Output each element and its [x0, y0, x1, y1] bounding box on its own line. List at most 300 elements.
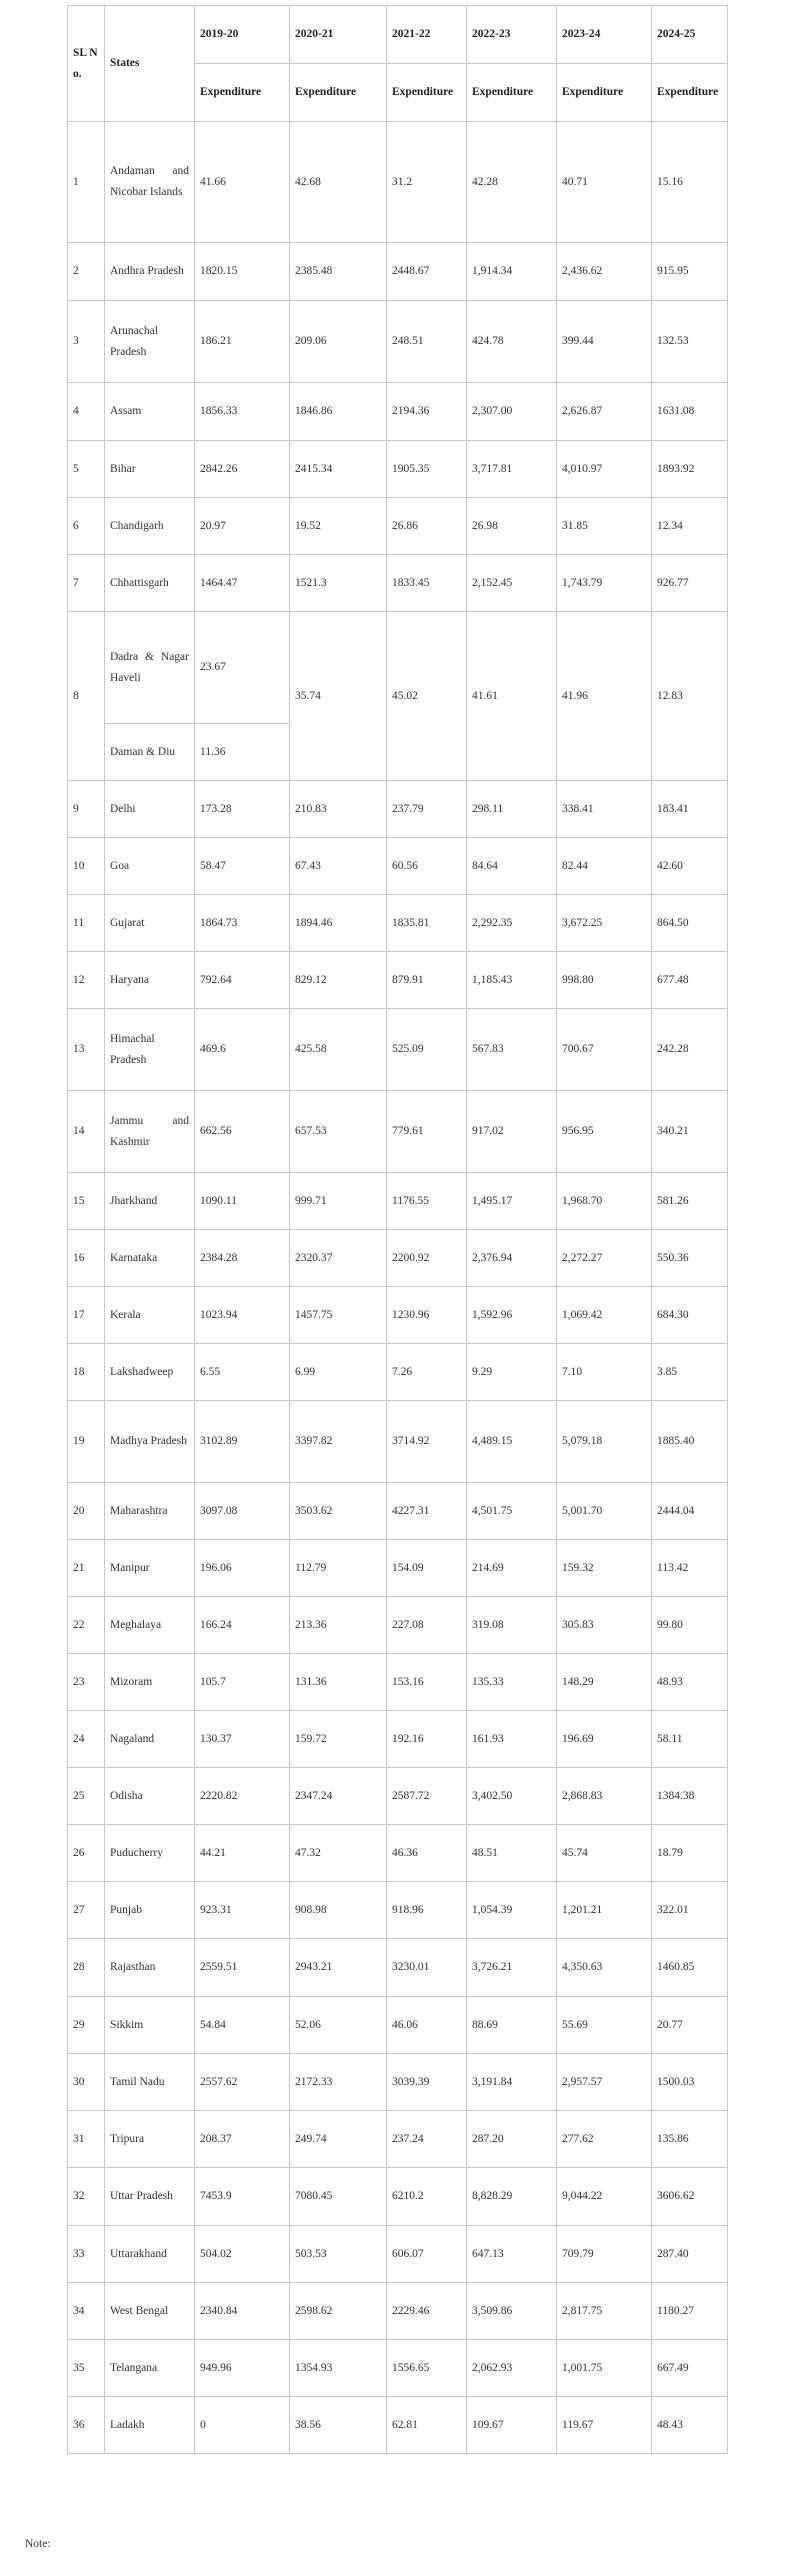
- expenditure-cell: 2385.48: [290, 243, 387, 301]
- sl-no-cell: 30: [68, 2054, 105, 2111]
- sl-no-cell: 18: [68, 1344, 105, 1401]
- expenditure-cell: 159.32: [557, 1540, 652, 1597]
- expenditure-cell: 31.2: [387, 122, 467, 243]
- expenditure-cell: 1,968.70: [557, 1173, 652, 1230]
- expenditure-cell: 4,010.97: [557, 441, 652, 498]
- expenditure-cell: 1230.96: [387, 1287, 467, 1344]
- table-row: [68, 1009, 728, 1091]
- expenditure-cell: 119.67: [557, 2397, 652, 2454]
- sl-no-cell: 17: [68, 1287, 105, 1344]
- table-row: [68, 1230, 728, 1287]
- table-row: [68, 2283, 728, 2340]
- expenditure-cell: 567.83: [467, 1009, 557, 1091]
- expenditure-cell: 2,817.75: [557, 2283, 652, 2340]
- expenditure-cell: 999.71: [290, 1173, 387, 1230]
- expenditure-cell: 700.67: [557, 1009, 652, 1091]
- expenditure-cell: 581.26: [652, 1173, 728, 1230]
- expenditure-cell: 1905.35: [387, 441, 467, 498]
- expenditure-cell: 923.31: [195, 1882, 290, 1939]
- expenditure-cell: 1,743.79: [557, 555, 652, 612]
- expenditure-cell: 46.06: [387, 1997, 467, 2054]
- expenditure-cell: 9,044.22: [557, 2168, 652, 2226]
- header-year: 2021-22: [387, 6, 467, 64]
- sl-no-cell: 25: [68, 1768, 105, 1825]
- expenditure-cell: 3,402.50: [467, 1768, 557, 1825]
- expenditure-cell: 3039.39: [387, 2054, 467, 2111]
- expenditure-cell: 2448.67: [387, 243, 467, 301]
- table-row: [68, 1825, 728, 1882]
- state-name-cell: Kerala: [105, 1287, 195, 1344]
- expenditure-cell: 1500.03: [652, 2054, 728, 2111]
- sl-no-cell: 28: [68, 1939, 105, 1997]
- expenditure-cell: 237.24: [387, 2111, 467, 2168]
- header-year: 2019-20: [195, 6, 290, 64]
- expenditure-cell: 154.09: [387, 1540, 467, 1597]
- table-row: [68, 301, 728, 383]
- state-name-cell: Odisha: [105, 1768, 195, 1825]
- sl-no-cell: 7: [68, 555, 105, 612]
- expenditure-cell: 1384.38: [652, 1768, 728, 1825]
- expenditure-cell: 550.36: [652, 1230, 728, 1287]
- expenditure-cell: 1856.33: [195, 383, 290, 441]
- expenditure-cell: 12.83: [652, 612, 728, 781]
- expenditure-cell: 186.21: [195, 301, 290, 383]
- expenditure-cell: 424.78: [467, 301, 557, 383]
- state-name-cell: Jammu and Kashmir: [105, 1091, 195, 1173]
- expenditure-cell: 3,672.25: [557, 895, 652, 952]
- sl-no-cell: 6: [68, 498, 105, 555]
- state-name-cell: Uttar Pradesh: [105, 2168, 195, 2226]
- state-name-cell: Daman & Diu: [105, 724, 195, 781]
- state-name-cell: Delhi: [105, 781, 195, 838]
- expenditure-cell: 1,495.17: [467, 1173, 557, 1230]
- sl-no-cell: 13: [68, 1009, 105, 1091]
- expenditure-cell: 2384.28: [195, 1230, 290, 1287]
- sl-no-cell: 8: [68, 612, 105, 781]
- header-row-years: [68, 6, 728, 64]
- expenditure-cell: 399.44: [557, 301, 652, 383]
- table-row: [68, 1768, 728, 1825]
- expenditure-cell: 287.40: [652, 2226, 728, 2283]
- sl-no-cell: 5: [68, 441, 105, 498]
- state-name-cell: Andaman and Nicobar Islands: [105, 122, 195, 243]
- expenditure-cell: 606.07: [387, 2226, 467, 2283]
- state-name-cell: Assam: [105, 383, 195, 441]
- expenditure-cell: 779.61: [387, 1091, 467, 1173]
- expenditure-cell: 3714.92: [387, 1401, 467, 1483]
- table-row: [68, 1711, 728, 1768]
- expenditure-cell: 2194.36: [387, 383, 467, 441]
- table-row: [68, 243, 728, 301]
- expenditure-cell: 2,376.94: [467, 1230, 557, 1287]
- expenditure-cell: 7080.45: [290, 2168, 387, 2226]
- state-name-cell: Telangana: [105, 2340, 195, 2397]
- expenditure-cell: 3102.89: [195, 1401, 290, 1483]
- sl-no-cell: 15: [68, 1173, 105, 1230]
- header-year: 2023-24: [557, 6, 652, 64]
- sl-no-cell: 36: [68, 2397, 105, 2454]
- sl-no-cell: 34: [68, 2283, 105, 2340]
- header-states: States: [105, 6, 195, 122]
- header-expenditure: Expenditure: [387, 64, 467, 122]
- header-year: 2024-25: [652, 6, 728, 64]
- table-row: [68, 612, 728, 724]
- expenditure-cell: 2,272.27: [557, 1230, 652, 1287]
- expenditure-cell: 42.28: [467, 122, 557, 243]
- expenditure-cell: 2320.37: [290, 1230, 387, 1287]
- expenditure-cell: 1090.11: [195, 1173, 290, 1230]
- sl-no-cell: 22: [68, 1597, 105, 1654]
- state-name-cell: Puducherry: [105, 1825, 195, 1882]
- sl-no-cell: 4: [68, 383, 105, 441]
- expenditure-cell: 1464.47: [195, 555, 290, 612]
- expenditure-cell: 469.6: [195, 1009, 290, 1091]
- expenditure-cell: 214.69: [467, 1540, 557, 1597]
- sl-no-cell: 21: [68, 1540, 105, 1597]
- expenditure-cell: 525.09: [387, 1009, 467, 1091]
- state-name-cell: Arunachal Pradesh: [105, 301, 195, 383]
- header-sl-no: SL N o.: [68, 6, 105, 122]
- expenditure-cell: 1864.73: [195, 895, 290, 952]
- expenditure-cell: 338.41: [557, 781, 652, 838]
- expenditure-cell: 11.36: [195, 724, 290, 781]
- expenditure-cell: 213.36: [290, 1597, 387, 1654]
- table-row: [68, 781, 728, 838]
- expenditure-cell: 26.98: [467, 498, 557, 555]
- table-row: [68, 383, 728, 441]
- expenditure-cell: 956.95: [557, 1091, 652, 1173]
- state-name-cell: Goa: [105, 838, 195, 895]
- expenditure-cell: 6210.2: [387, 2168, 467, 2226]
- expenditure-cell: 277.62: [557, 2111, 652, 2168]
- expenditure-cell: 322.01: [652, 1882, 728, 1939]
- state-name-cell: Sikkim: [105, 1997, 195, 2054]
- state-name-cell: Manipur: [105, 1540, 195, 1597]
- expenditure-cell: 3,726.21: [467, 1939, 557, 1997]
- expenditure-cell: 915.95: [652, 243, 728, 301]
- expenditure-cell: 58.47: [195, 838, 290, 895]
- state-name-cell: Punjab: [105, 1882, 195, 1939]
- expenditure-cell: 3503.62: [290, 1483, 387, 1540]
- expenditure-cell: 46.36: [387, 1825, 467, 1882]
- sl-no-cell: 33: [68, 2226, 105, 2283]
- expenditure-cell: 1,201.21: [557, 1882, 652, 1939]
- expenditure-cell: 84.64: [467, 838, 557, 895]
- table-row: [68, 1939, 728, 1997]
- expenditure-cell: 918.96: [387, 1882, 467, 1939]
- expenditure-cell: 1,914.34: [467, 243, 557, 301]
- expenditure-cell: 192.16: [387, 1711, 467, 1768]
- expenditure-cell: 2,436.62: [557, 243, 652, 301]
- expenditure-cell: 242.28: [652, 1009, 728, 1091]
- expenditure-cell: 47.32: [290, 1825, 387, 1882]
- expenditure-cell: 5,001.70: [557, 1483, 652, 1540]
- expenditure-cell: 2415.34: [290, 441, 387, 498]
- sl-no-cell: 27: [68, 1882, 105, 1939]
- expenditure-cell: 60.56: [387, 838, 467, 895]
- state-name-cell: Maharashtra: [105, 1483, 195, 1540]
- expenditure-cell: 249.74: [290, 2111, 387, 2168]
- expenditure-cell: 67.43: [290, 838, 387, 895]
- sl-no-cell: 11: [68, 895, 105, 952]
- sl-no-cell: 26: [68, 1825, 105, 1882]
- note-label: Note:: [25, 2538, 51, 2550]
- expenditure-cell: 210.83: [290, 781, 387, 838]
- expenditure-cell: 2,152.45: [467, 555, 557, 612]
- expenditure-cell: 2,307.00: [467, 383, 557, 441]
- expenditure-cell: 109.67: [467, 2397, 557, 2454]
- expenditure-cell: 1460.85: [652, 1939, 728, 1997]
- expenditure-cell: 196.06: [195, 1540, 290, 1597]
- expenditure-cell: 425.58: [290, 1009, 387, 1091]
- expenditure-cell: 3397.82: [290, 1401, 387, 1483]
- table-row: [68, 122, 728, 243]
- expenditure-cell: 3.85: [652, 1344, 728, 1401]
- expenditure-cell: 7.26: [387, 1344, 467, 1401]
- sl-no-cell: 20: [68, 1483, 105, 1540]
- expenditure-cell: 48.43: [652, 2397, 728, 2454]
- sl-no-cell: 12: [68, 952, 105, 1009]
- expenditure-cell: 166.24: [195, 1597, 290, 1654]
- state-name-cell: Chhattisgarh: [105, 555, 195, 612]
- sl-no-cell: 2: [68, 243, 105, 301]
- table-row: [68, 1344, 728, 1401]
- expenditure-cell: 45.02: [387, 612, 467, 781]
- expenditure-cell: 237.79: [387, 781, 467, 838]
- expenditure-table-container: [67, 5, 727, 2454]
- expenditure-cell: 4,350.63: [557, 1939, 652, 1997]
- table-row: [68, 895, 728, 952]
- expenditure-cell: 1820.15: [195, 243, 290, 301]
- expenditure-cell: 949.96: [195, 2340, 290, 2397]
- expenditure-cell: 209.06: [290, 301, 387, 383]
- state-name-cell: Himachal Pradesh: [105, 1009, 195, 1091]
- expenditure-cell: 183.41: [652, 781, 728, 838]
- expenditure-cell: 1180.27: [652, 2283, 728, 2340]
- expenditure-cell: 1885.40: [652, 1401, 728, 1483]
- expenditure-cell: 35.74: [290, 612, 387, 781]
- expenditure-cell: 998.80: [557, 952, 652, 1009]
- expenditure-cell: 54.84: [195, 1997, 290, 2054]
- table-row: [68, 555, 728, 612]
- expenditure-cell: 340.21: [652, 1091, 728, 1173]
- expenditure-cell: 1176.55: [387, 1173, 467, 1230]
- expenditure-cell: 1893.92: [652, 441, 728, 498]
- expenditure-cell: 2444.04: [652, 1483, 728, 1540]
- expenditure-cell: 40.71: [557, 122, 652, 243]
- table-row: [68, 1540, 728, 1597]
- expenditure-cell: 44.21: [195, 1825, 290, 1882]
- table-row: [68, 2168, 728, 2226]
- expenditure-cell: 153.16: [387, 1654, 467, 1711]
- expenditure-cell: 677.48: [652, 952, 728, 1009]
- expenditure-cell: 2,062.93: [467, 2340, 557, 2397]
- state-name-cell: Gujarat: [105, 895, 195, 952]
- expenditure-cell: 38.56: [290, 2397, 387, 2454]
- expenditure-cell: 305.83: [557, 1597, 652, 1654]
- expenditure-cell: 135.33: [467, 1654, 557, 1711]
- expenditure-cell: 113.42: [652, 1540, 728, 1597]
- sl-no-cell: 19: [68, 1401, 105, 1483]
- state-name-cell: Rajasthan: [105, 1939, 195, 1997]
- expenditure-cell: 684.30: [652, 1287, 728, 1344]
- table-row: [68, 1173, 728, 1230]
- expenditure-cell: 48.51: [467, 1825, 557, 1882]
- expenditure-cell: 2229.46: [387, 2283, 467, 2340]
- expenditure-cell: 3606.62: [652, 2168, 728, 2226]
- sl-no-cell: 23: [68, 1654, 105, 1711]
- expenditure-cell: 20.77: [652, 1997, 728, 2054]
- expenditure-cell: 864.50: [652, 895, 728, 952]
- header-expenditure: Expenditure: [467, 64, 557, 122]
- expenditure-cell: 5,079.18: [557, 1401, 652, 1483]
- expenditure-cell: 829.12: [290, 952, 387, 1009]
- expenditure-cell: 7.10: [557, 1344, 652, 1401]
- table-row: [68, 498, 728, 555]
- expenditure-cell: 31.85: [557, 498, 652, 555]
- expenditure-cell: 173.28: [195, 781, 290, 838]
- expenditure-cell: 662.56: [195, 1091, 290, 1173]
- state-name-cell: Mizoram: [105, 1654, 195, 1711]
- state-name-cell: West Bengal: [105, 2283, 195, 2340]
- sl-no-cell: 32: [68, 2168, 105, 2226]
- expenditure-cell: 1894.46: [290, 895, 387, 952]
- table-row: [68, 2397, 728, 2454]
- table-row: [68, 2054, 728, 2111]
- expenditure-cell: 2347.24: [290, 1768, 387, 1825]
- expenditure-cell: 3,717.81: [467, 441, 557, 498]
- state-name-cell: Jharkhand: [105, 1173, 195, 1230]
- expenditure-cell: 208.37: [195, 2111, 290, 2168]
- state-name-cell: Bihar: [105, 441, 195, 498]
- expenditure-cell: 88.69: [467, 1997, 557, 2054]
- expenditure-cell: 2587.72: [387, 1768, 467, 1825]
- table-row: [68, 1997, 728, 2054]
- expenditure-cell: 319.08: [467, 1597, 557, 1654]
- expenditure-cell: 709.79: [557, 2226, 652, 2283]
- expenditure-cell: 159.72: [290, 1711, 387, 1768]
- expenditure-cell: 1,001.75: [557, 2340, 652, 2397]
- expenditure-cell: 1023.94: [195, 1287, 290, 1344]
- expenditure-cell: 58.11: [652, 1711, 728, 1768]
- expenditure-cell: 657.53: [290, 1091, 387, 1173]
- expenditure-cell: 1846.86: [290, 383, 387, 441]
- expenditure-cell: 23.67: [195, 612, 290, 724]
- expenditure-cell: 879.91: [387, 952, 467, 1009]
- state-name-cell: Madhya Pradesh: [105, 1401, 195, 1483]
- expenditure-cell: 2220.82: [195, 1768, 290, 1825]
- state-name-cell: Chandigarh: [105, 498, 195, 555]
- expenditure-cell: 503.53: [290, 2226, 387, 2283]
- expenditure-cell: 227.08: [387, 1597, 467, 1654]
- state-name-cell: Meghalaya: [105, 1597, 195, 1654]
- table-row: [68, 1483, 728, 1540]
- expenditure-cell: 1556.65: [387, 2340, 467, 2397]
- state-name-cell: Tripura: [105, 2111, 195, 2168]
- state-name-cell: Ladakh: [105, 2397, 195, 2454]
- header-expenditure: Expenditure: [652, 64, 728, 122]
- expenditure-cell: 135.86: [652, 2111, 728, 2168]
- expenditure-cell: 62.81: [387, 2397, 467, 2454]
- expenditure-table: [67, 5, 728, 2454]
- expenditure-cell: 504.02: [195, 2226, 290, 2283]
- expenditure-cell: 7453.9: [195, 2168, 290, 2226]
- expenditure-cell: 1,069.42: [557, 1287, 652, 1344]
- header-year: 2022-23: [467, 6, 557, 64]
- expenditure-cell: 42.68: [290, 122, 387, 243]
- expenditure-cell: 1835.81: [387, 895, 467, 952]
- expenditure-cell: 99.80: [652, 1597, 728, 1654]
- table-row: [68, 441, 728, 498]
- sl-no-cell: 29: [68, 1997, 105, 2054]
- expenditure-cell: 26.86: [387, 498, 467, 555]
- state-name-cell: Nagaland: [105, 1711, 195, 1768]
- sl-no-cell: 24: [68, 1711, 105, 1768]
- state-name-cell: Karnataka: [105, 1230, 195, 1287]
- expenditure-cell: 2,292.35: [467, 895, 557, 952]
- expenditure-cell: 20.97: [195, 498, 290, 555]
- expenditure-cell: 1631.08: [652, 383, 728, 441]
- table-body: [68, 122, 728, 2454]
- table-row: [68, 1597, 728, 1654]
- expenditure-cell: 287.20: [467, 2111, 557, 2168]
- expenditure-cell: 12.34: [652, 498, 728, 555]
- sl-no-cell: 16: [68, 1230, 105, 1287]
- expenditure-cell: 52.06: [290, 1997, 387, 2054]
- expenditure-cell: 41.96: [557, 612, 652, 781]
- sl-no-cell: 35: [68, 2340, 105, 2397]
- expenditure-cell: 792.64: [195, 952, 290, 1009]
- expenditure-cell: 926.77: [652, 555, 728, 612]
- expenditure-cell: 15.16: [652, 122, 728, 243]
- sl-no-cell: 31: [68, 2111, 105, 2168]
- expenditure-cell: 917.02: [467, 1091, 557, 1173]
- state-name-cell: Andhra Pradesh: [105, 243, 195, 301]
- expenditure-cell: 41.66: [195, 122, 290, 243]
- table-row: [68, 838, 728, 895]
- expenditure-cell: 1457.75: [290, 1287, 387, 1344]
- expenditure-cell: 2557.62: [195, 2054, 290, 2111]
- expenditure-cell: 2172.33: [290, 2054, 387, 2111]
- header-expenditure: Expenditure: [557, 64, 652, 122]
- expenditure-cell: 55.69: [557, 1997, 652, 2054]
- expenditure-cell: 19.52: [290, 498, 387, 555]
- expenditure-cell: 0: [195, 2397, 290, 2454]
- expenditure-cell: 1,592.96: [467, 1287, 557, 1344]
- expenditure-cell: 45.74: [557, 1825, 652, 1882]
- header-expenditure: Expenditure: [195, 64, 290, 122]
- expenditure-cell: 4,489.15: [467, 1401, 557, 1483]
- header-expenditure: Expenditure: [290, 64, 387, 122]
- expenditure-cell: 1,054.39: [467, 1882, 557, 1939]
- expenditure-cell: 112.79: [290, 1540, 387, 1597]
- expenditure-cell: 908.98: [290, 1882, 387, 1939]
- expenditure-cell: 2,957.57: [557, 2054, 652, 2111]
- expenditure-cell: 4227.31: [387, 1483, 467, 1540]
- sl-no-cell: 3: [68, 301, 105, 383]
- expenditure-cell: 6.55: [195, 1344, 290, 1401]
- expenditure-cell: 2842.26: [195, 441, 290, 498]
- expenditure-cell: 130.37: [195, 1711, 290, 1768]
- header-year: 2020-21: [290, 6, 387, 64]
- expenditure-cell: 132.53: [652, 301, 728, 383]
- expenditure-cell: 3230.01: [387, 1939, 467, 1997]
- table-row: [68, 1287, 728, 1344]
- expenditure-cell: 647.13: [467, 2226, 557, 2283]
- table-row: [68, 2340, 728, 2397]
- expenditure-cell: 2,626.87: [557, 383, 652, 441]
- table-row: [68, 1401, 728, 1483]
